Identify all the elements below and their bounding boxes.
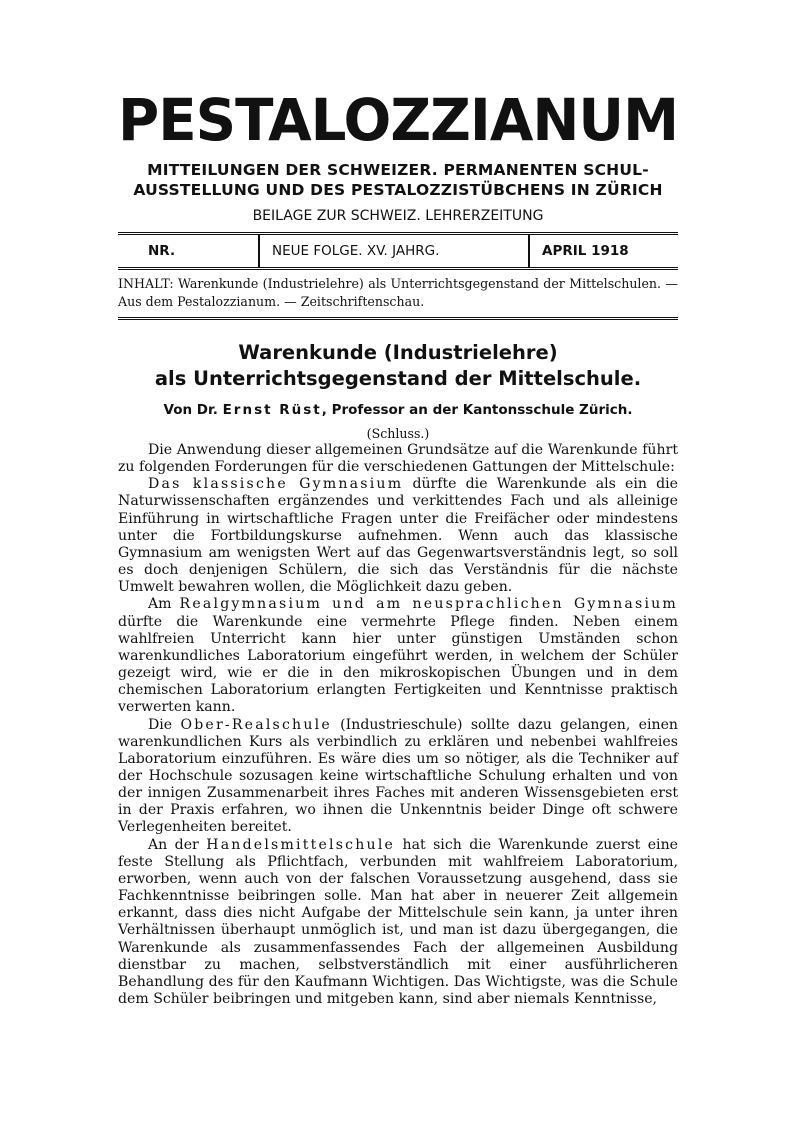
paragraph-4-prefix: Die <box>148 716 181 733</box>
article-byline <box>118 402 678 418</box>
issue-series: NEUE FOLGE. XV. JAHRG. <box>258 235 528 267</box>
article-title <box>118 340 678 392</box>
article-body <box>118 442 678 1008</box>
issue-date: APRIL 1918 <box>528 235 678 267</box>
paragraph-4-text: (Industrieschule) sollte dazu gelangen, einen warenkundlichen Kurs als verbindlich zu erklären und nebenbei wahlfreies Laboratorium einzuführen. Es wäre dies um so nötiger, als die Techniker auf der Hochschule sozusagen keine wirtschaftliche Schulung erhalten und von der innigen Zusammenarbeit ihres Faches mit anderen Wissensgebieten erst in der Praxis erfahren, wo ihnen die Unkenntnis beider Dinge oft schwere Verlegenheiten bereitet. <box>118 716 678 836</box>
emphasis-gymnasium: Das klassische Gymnasium <box>148 476 404 493</box>
masthead <box>118 88 678 224</box>
journal-title: PESTALOZZIANUM <box>118 86 679 154</box>
author-name: Ernst Rüst <box>222 402 322 418</box>
issue-info-bar <box>118 232 678 270</box>
emphasis-oberrealschule: Ober-Realschule <box>180 716 332 733</box>
paragraph-4 <box>118 717 678 837</box>
paragraph-1 <box>118 442 678 476</box>
emphasis-handelsmittelschule: Handelsmittelschule <box>206 836 396 853</box>
issue-number: NR. <box>148 243 176 259</box>
byline-prefix: Von Dr. <box>163 402 223 418</box>
article-header <box>118 340 678 441</box>
article-title-line-1: Warenkunde (Industrielehre) <box>238 341 558 364</box>
emphasis-realgymnasium: Realgymnasium und am neusprachlichen Gymnasium <box>179 596 678 613</box>
paragraph-2 <box>118 476 678 596</box>
subtitle-line-1: MITTEILUNGEN DER SCHWEIZER. PERMANENTEN SCHUL- <box>147 161 649 179</box>
continuation-note: (Schluss.) <box>366 426 430 441</box>
paragraph-3 <box>118 596 678 716</box>
paragraph-2-text: dürfte die Warenkunde als ein die Naturwissenschaften ergänzendes und verkittendes Fach und als alleinige Einführung in wirtschaftliche Fragen unter die Freifächer oder mindestens unter die Fortbildungskurse aufnehmen. Wenn auch das klassische Gymnasium am wenigsten Wert auf das Gegenwartsverständnis legt, so soll es doch denjenigen Schülern, die sich das Verständnis für die nächste Umwelt bewahren wollen, die Möglichkeit dazu geben. <box>118 476 678 596</box>
contents-divider <box>118 317 678 323</box>
paragraph-3-prefix: Am <box>148 596 180 613</box>
contents-label: INHALT: <box>118 276 174 291</box>
subtitle-line-2: AUSSTELLUNG UND DES PESTALOZZISTÜBCHENS IN ZÜRICH <box>133 181 663 199</box>
contents-text: Warenkunde (Industrielehre) als Unterrichtsgegenstand der Mittelschulen. — Aus dem Pestalozzianum. — Zeitschriftenschau. <box>118 276 678 309</box>
article-title-line-2: als Unterrichtsgegenstand der Mittelschule. <box>154 367 642 390</box>
journal-subtitle <box>118 160 678 200</box>
paragraph-3-text: dürfte die Warenkunde eine vermehrte Pflege finden. Neben einem wahlfreien Unterricht kann hier unter günstigen Umständen schon warenkundliches Laboratorium eingeführt werden, in welchem der Schüler gezeigt wird, wie er die in den mikroskopischen Übungen und in dem chemischen Laboratorium erlangten Fertigkeiten und Kenntnisse praktisch verwerten kann. <box>118 613 678 716</box>
paragraph-5-text: hat sich die Warenkunde zuerst eine feste Stellung als Pflichtfach, verbunden mit wahlfreiem Laboratorium, erworben, wenn auch von der falschen Voraussetzung ausgehend, dass sie Fachkenntnisse beibringen solle. Man hat aber in neuerer Zeit allgemein erkannt, dass dies nicht Aufgabe der Mittelschule sein kann, ja unter ihren Verhältnissen überhaupt unmöglich ist, und man ist dazu übergegangen, die Warenkunde als zusammenfassendes Fach der allgemeinen Ausbildung dienstbar zu machen, selbstverständlich mit einer ausführlicheren Behandlung des für den Kaufmann Wichtigen. Das Wichtigste, was die Schule dem Schüler beibringen und mitgeben kann, sind aber niemals Kenntnisse, <box>118 836 678 1007</box>
paragraph-1-text: Die Anwendung dieser allgemeinen Grundsätze auf die Warenkunde führt zu folgenden Forderungen für die verschiedenen Gattungen der Mittelschule: <box>118 442 678 476</box>
paragraph-5-prefix: An der <box>148 836 207 853</box>
table-of-contents <box>118 275 678 311</box>
paragraph-5 <box>118 837 678 1009</box>
byline-affiliation: , Professor an der Kantonsschule Zürich. <box>321 402 633 418</box>
supplement-note: BEILAGE ZUR SCHWEIZ. LEHRERZEITUNG <box>252 208 544 224</box>
